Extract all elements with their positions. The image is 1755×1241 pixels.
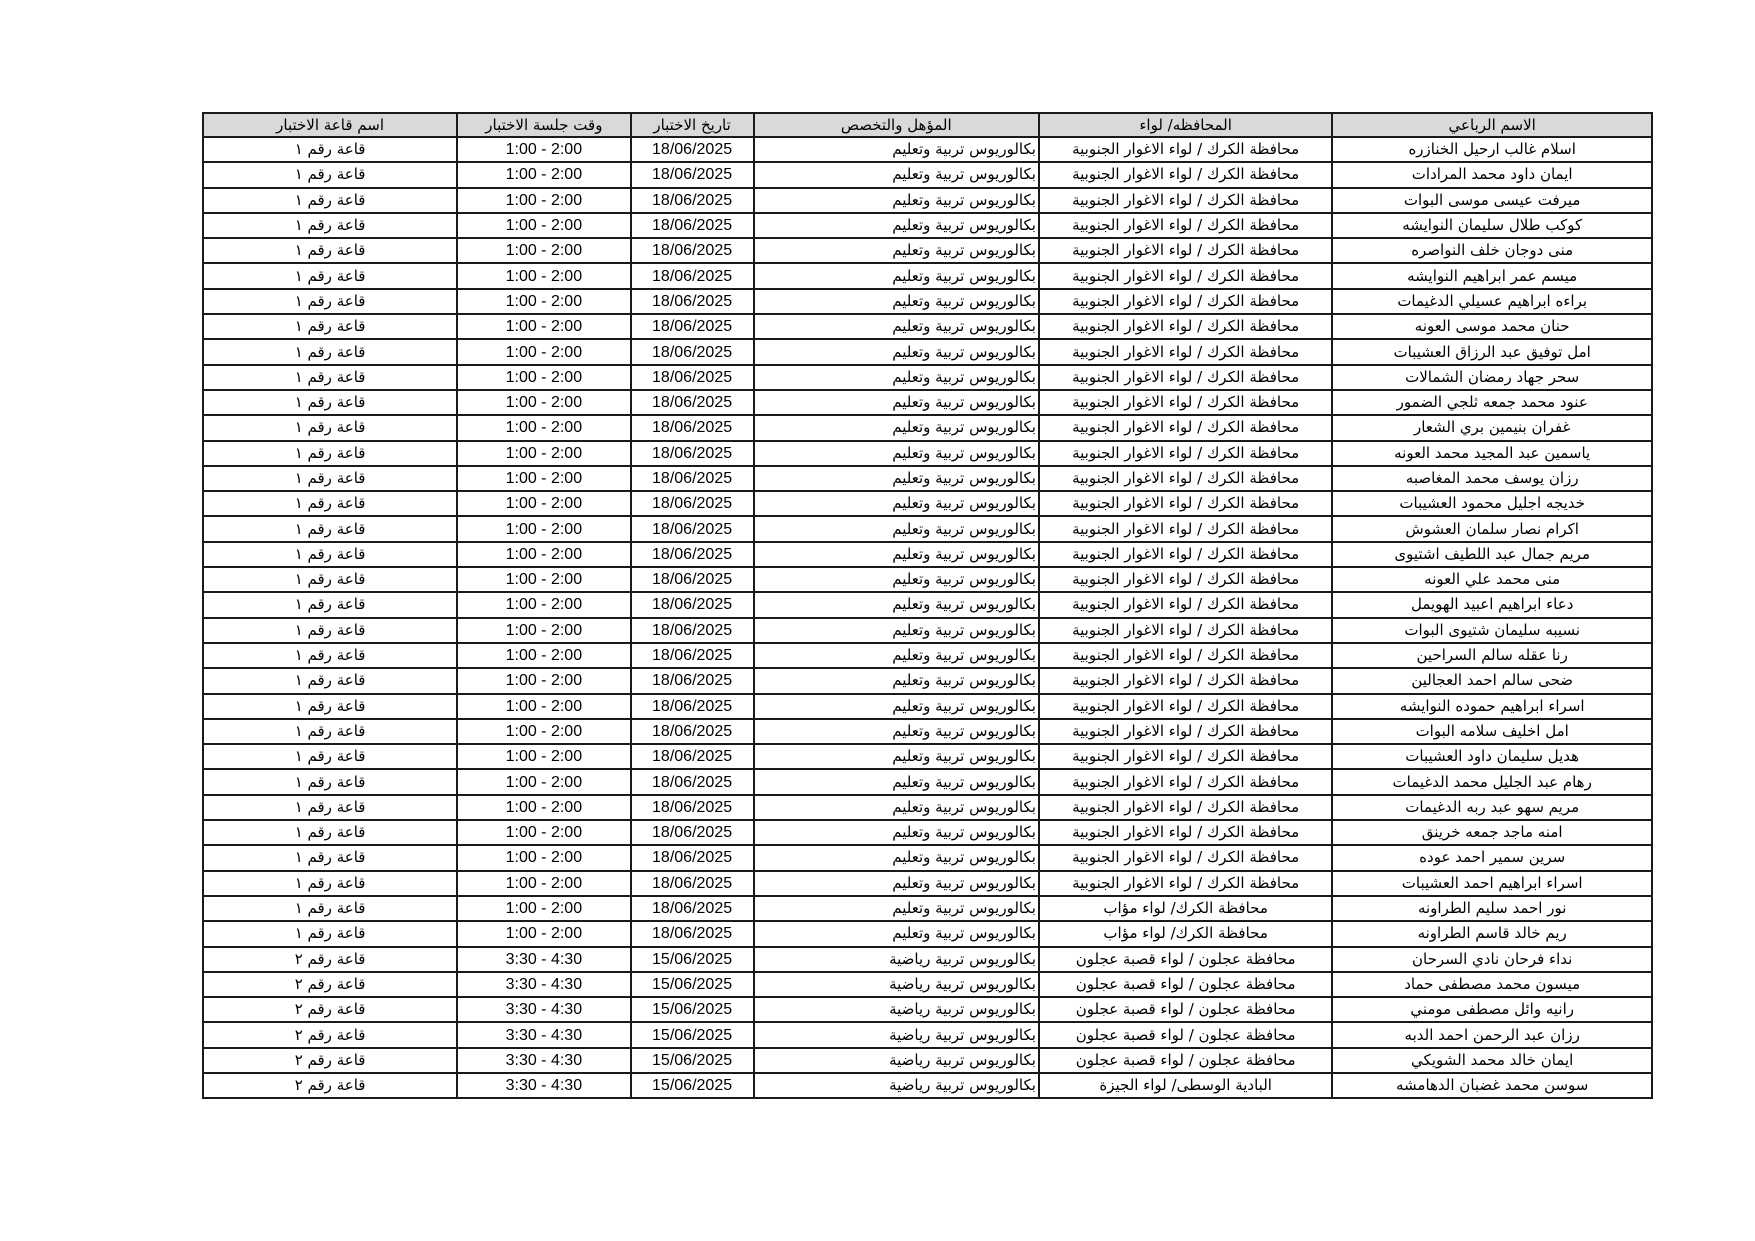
- header-row: [203, 113, 1652, 137]
- cell-room: قاعة رقم ١: [203, 162, 457, 187]
- cell-date: 15/06/2025: [631, 1022, 754, 1047]
- cell-time: 1:00 - 2:00: [457, 719, 630, 744]
- cell-time: 1:00 - 2:00: [457, 263, 630, 288]
- cell-qualification: بكالوريوس تربية وتعليم: [754, 238, 1039, 263]
- cell-time: 1:00 - 2:00: [457, 845, 630, 870]
- table-row: [203, 896, 1652, 921]
- cell-governorate: محافظة عجلون / لواء قصبة عجلون: [1039, 997, 1332, 1022]
- cell-name: نسيبه سليمان شتيوى البوات: [1332, 618, 1652, 643]
- table-row: [203, 592, 1652, 617]
- cell-name: منى محمد علي العونه: [1332, 567, 1652, 592]
- cell-time: 1:00 - 2:00: [457, 795, 630, 820]
- table-header: [203, 113, 1652, 137]
- cell-governorate: محافظة الكرك / لواء الاغوار الجنوبية: [1039, 567, 1332, 592]
- cell-time: 1:00 - 2:00: [457, 542, 630, 567]
- cell-governorate: محافظة الكرك / لواء الاغوار الجنوبية: [1039, 592, 1332, 617]
- cell-name: سرين سمير احمد عوده: [1332, 845, 1652, 870]
- cell-date: 18/06/2025: [631, 314, 754, 339]
- cell-name: مريم جمال عبد اللطيف اشتيوى: [1332, 542, 1652, 567]
- cell-name: ضحى سالم احمد العجالين: [1332, 668, 1652, 693]
- cell-governorate: محافظة الكرك / لواء الاغوار الجنوبية: [1039, 668, 1332, 693]
- cell-name: مريم سهو عبد ربه الدغيمات: [1332, 795, 1652, 820]
- cell-qualification: بكالوريوس تربية وتعليم: [754, 542, 1039, 567]
- cell-qualification: بكالوريوس تربية وتعليم: [754, 415, 1039, 440]
- cell-time: 1:00 - 2:00: [457, 466, 630, 491]
- cell-name: حنان محمد موسى العونه: [1332, 314, 1652, 339]
- cell-qualification: بكالوريوس تربية وتعليم: [754, 592, 1039, 617]
- cell-date: 18/06/2025: [631, 491, 754, 516]
- exam-schedule-sheet: [202, 112, 1653, 1099]
- cell-date: 18/06/2025: [631, 137, 754, 162]
- cell-governorate: البادية الوسطى/ لواء الجيزة: [1039, 1073, 1332, 1098]
- cell-qualification: بكالوريوس تربية وتعليم: [754, 896, 1039, 921]
- cell-qualification: بكالوريوس تربية رياضية: [754, 1022, 1039, 1047]
- cell-time: 3:30 - 4:30: [457, 1022, 630, 1047]
- table-row: [203, 542, 1652, 567]
- cell-qualification: بكالوريوس تربية وتعليم: [754, 390, 1039, 415]
- cell-governorate: محافظة الكرك / لواء الاغوار الجنوبية: [1039, 238, 1332, 263]
- header-governorate: المحافظه/ لواء: [1039, 113, 1332, 137]
- cell-qualification: بكالوريوس تربية وتعليم: [754, 314, 1039, 339]
- cell-governorate: محافظة الكرك / لواء الاغوار الجنوبية: [1039, 365, 1332, 390]
- header-room: اسم قاعة الاختبار: [203, 113, 457, 137]
- cell-room: قاعة رقم ١: [203, 441, 457, 466]
- cell-time: 3:30 - 4:30: [457, 947, 630, 972]
- cell-time: 1:00 - 2:00: [457, 415, 630, 440]
- cell-room: قاعة رقم ١: [203, 339, 457, 364]
- cell-room: قاعة رقم ١: [203, 238, 457, 263]
- cell-governorate: محافظة الكرك / لواء الاغوار الجنوبية: [1039, 441, 1332, 466]
- cell-governorate: محافظة الكرك / لواء الاغوار الجنوبية: [1039, 415, 1332, 440]
- cell-qualification: بكالوريوس تربية وتعليم: [754, 491, 1039, 516]
- cell-date: 18/06/2025: [631, 162, 754, 187]
- cell-governorate: محافظة عجلون / لواء قصبة عجلون: [1039, 1022, 1332, 1047]
- header-date: تاريخ الاختبار: [631, 113, 754, 137]
- table-row: [203, 516, 1652, 541]
- table-row: [203, 213, 1652, 238]
- header-qualification: المؤهل والتخصص: [754, 113, 1039, 137]
- cell-name: نور احمد سليم الطراونه: [1332, 896, 1652, 921]
- cell-time: 1:00 - 2:00: [457, 137, 630, 162]
- cell-time: 1:00 - 2:00: [457, 441, 630, 466]
- cell-name: امنه ماجد جمعه خرينق: [1332, 820, 1652, 845]
- table-row: [203, 441, 1652, 466]
- cell-name: نداء فرحان نادي السرحان: [1332, 947, 1652, 972]
- cell-name: غفران بنيمين بري الشعار: [1332, 415, 1652, 440]
- cell-time: 1:00 - 2:00: [457, 314, 630, 339]
- table-row: [203, 719, 1652, 744]
- cell-room: قاعة رقم ١: [203, 188, 457, 213]
- cell-qualification: بكالوريوس تربية وتعليم: [754, 263, 1039, 288]
- cell-date: 18/06/2025: [631, 213, 754, 238]
- cell-room: قاعة رقم ٢: [203, 947, 457, 972]
- cell-governorate: محافظة الكرك/ لواء مؤاب: [1039, 896, 1332, 921]
- cell-room: قاعة رقم ١: [203, 694, 457, 719]
- cell-name: سوسن محمد غضبان الدهامشه: [1332, 1073, 1652, 1098]
- cell-time: 3:30 - 4:30: [457, 1073, 630, 1098]
- cell-name: براءه ابراهيم عسيلي الدغيمات: [1332, 289, 1652, 314]
- cell-governorate: محافظة عجلون / لواء قصبة عجلون: [1039, 1048, 1332, 1073]
- cell-date: 15/06/2025: [631, 947, 754, 972]
- cell-qualification: بكالوريوس تربية وتعليم: [754, 769, 1039, 794]
- cell-room: قاعة رقم ١: [203, 365, 457, 390]
- table-row: [203, 643, 1652, 668]
- cell-time: 1:00 - 2:00: [457, 188, 630, 213]
- cell-governorate: محافظة عجلون / لواء قصبة عجلون: [1039, 972, 1332, 997]
- cell-name: امل توفيق عبد الرزاق العشيبات: [1332, 339, 1652, 364]
- cell-name: اسلام غالب ارحيل الخنازره: [1332, 137, 1652, 162]
- table-row: [203, 1022, 1652, 1047]
- cell-time: 1:00 - 2:00: [457, 896, 630, 921]
- cell-name: منى دوجان خلف النواصره: [1332, 238, 1652, 263]
- cell-governorate: محافظة الكرك / لواء الاغوار الجنوبية: [1039, 289, 1332, 314]
- table-row: [203, 947, 1652, 972]
- cell-date: 18/06/2025: [631, 263, 754, 288]
- cell-name: كوكب طلال سليمان النوايشه: [1332, 213, 1652, 238]
- cell-room: قاعة رقم ١: [203, 466, 457, 491]
- cell-qualification: بكالوريوس تربية رياضية: [754, 997, 1039, 1022]
- cell-date: 18/06/2025: [631, 719, 754, 744]
- cell-time: 3:30 - 4:30: [457, 997, 630, 1022]
- cell-room: قاعة رقم ١: [203, 668, 457, 693]
- cell-qualification: بكالوريوس تربية وتعليم: [754, 820, 1039, 845]
- cell-name: رزان يوسف محمد المغاصبه: [1332, 466, 1652, 491]
- cell-governorate: محافظة الكرك / لواء الاغوار الجنوبية: [1039, 618, 1332, 643]
- table-row: [203, 871, 1652, 896]
- cell-name: ميسم عمر ابراهيم النوايشه: [1332, 263, 1652, 288]
- cell-time: 1:00 - 2:00: [457, 339, 630, 364]
- cell-governorate: محافظة الكرك / لواء الاغوار الجنوبية: [1039, 769, 1332, 794]
- cell-name: ريم خالد قاسم الطراونه: [1332, 921, 1652, 946]
- table-row: [203, 137, 1652, 162]
- cell-time: 1:00 - 2:00: [457, 592, 630, 617]
- cell-room: قاعة رقم ١: [203, 921, 457, 946]
- cell-governorate: محافظة الكرك / لواء الاغوار الجنوبية: [1039, 795, 1332, 820]
- cell-name: عنود محمد جمعه ثلجي الضمور: [1332, 390, 1652, 415]
- cell-name: ايمان داود محمد المرادات: [1332, 162, 1652, 187]
- table-row: [203, 668, 1652, 693]
- table-row: [203, 845, 1652, 870]
- cell-date: 15/06/2025: [631, 997, 754, 1022]
- cell-time: 1:00 - 2:00: [457, 618, 630, 643]
- cell-date: 18/06/2025: [631, 238, 754, 263]
- cell-governorate: محافظة الكرك / لواء الاغوار الجنوبية: [1039, 491, 1332, 516]
- table-row: [203, 795, 1652, 820]
- cell-qualification: بكالوريوس تربية وتعليم: [754, 137, 1039, 162]
- exam-schedule-table: [202, 112, 1653, 1099]
- cell-qualification: بكالوريوس تربية وتعليم: [754, 289, 1039, 314]
- table-row: [203, 390, 1652, 415]
- cell-date: 15/06/2025: [631, 972, 754, 997]
- cell-date: 18/06/2025: [631, 365, 754, 390]
- cell-room: قاعة رقم ٢: [203, 1048, 457, 1073]
- cell-date: 18/06/2025: [631, 415, 754, 440]
- cell-qualification: بكالوريوس تربية رياضية: [754, 1048, 1039, 1073]
- cell-qualification: بكالوريوس تربية وتعليم: [754, 162, 1039, 187]
- table-row: [203, 314, 1652, 339]
- cell-name: اسراء ابراهيم حموده النوايشه: [1332, 694, 1652, 719]
- table-row: [203, 238, 1652, 263]
- cell-time: 1:00 - 2:00: [457, 213, 630, 238]
- cell-room: قاعة رقم ١: [203, 314, 457, 339]
- table-row: [203, 694, 1652, 719]
- cell-room: قاعة رقم ١: [203, 289, 457, 314]
- cell-room: قاعة رقم ١: [203, 415, 457, 440]
- cell-name: رهام عبد الجليل محمد الدغيمات: [1332, 769, 1652, 794]
- cell-time: 1:00 - 2:00: [457, 769, 630, 794]
- cell-date: 18/06/2025: [631, 516, 754, 541]
- cell-room: قاعة رقم ١: [203, 618, 457, 643]
- cell-name: رانيه وائل مصطفى مومني: [1332, 997, 1652, 1022]
- table-row: [203, 466, 1652, 491]
- cell-date: 18/06/2025: [631, 618, 754, 643]
- cell-qualification: بكالوريوس تربية وتعليم: [754, 365, 1039, 390]
- cell-governorate: محافظة الكرك / لواء الاغوار الجنوبية: [1039, 845, 1332, 870]
- cell-time: 1:00 - 2:00: [457, 820, 630, 845]
- cell-date: 18/06/2025: [631, 845, 754, 870]
- table-row: [203, 491, 1652, 516]
- table-row: [203, 162, 1652, 187]
- cell-room: قاعة رقم ٢: [203, 972, 457, 997]
- cell-date: 18/06/2025: [631, 339, 754, 364]
- table-row: [203, 289, 1652, 314]
- cell-qualification: بكالوريوس تربية وتعليم: [754, 213, 1039, 238]
- cell-governorate: محافظة الكرك / لواء الاغوار الجنوبية: [1039, 516, 1332, 541]
- cell-date: 18/06/2025: [631, 668, 754, 693]
- cell-room: قاعة رقم ١: [203, 643, 457, 668]
- cell-governorate: محافظة الكرك / لواء الاغوار الجنوبية: [1039, 339, 1332, 364]
- cell-date: 18/06/2025: [631, 390, 754, 415]
- cell-room: قاعة رقم ١: [203, 263, 457, 288]
- cell-time: 1:00 - 2:00: [457, 694, 630, 719]
- cell-room: قاعة رقم ١: [203, 820, 457, 845]
- cell-date: 18/06/2025: [631, 567, 754, 592]
- cell-time: 1:00 - 2:00: [457, 238, 630, 263]
- table-row: [203, 618, 1652, 643]
- cell-name: ايمان خالد محمد الشويكي: [1332, 1048, 1652, 1073]
- table-row: [203, 263, 1652, 288]
- cell-governorate: محافظة الكرك / لواء الاغوار الجنوبية: [1039, 694, 1332, 719]
- cell-time: 1:00 - 2:00: [457, 365, 630, 390]
- table-row: [203, 365, 1652, 390]
- cell-time: 1:00 - 2:00: [457, 567, 630, 592]
- cell-name: اسراء ابراهيم احمد العشيبات: [1332, 871, 1652, 896]
- cell-time: 1:00 - 2:00: [457, 162, 630, 187]
- cell-governorate: محافظة الكرك / لواء الاغوار الجنوبية: [1039, 314, 1332, 339]
- cell-date: 15/06/2025: [631, 1048, 754, 1073]
- cell-date: 18/06/2025: [631, 921, 754, 946]
- cell-date: 18/06/2025: [631, 795, 754, 820]
- cell-name: اكرام نصار سلمان العشوش: [1332, 516, 1652, 541]
- cell-qualification: بكالوريوس تربية وتعليم: [754, 668, 1039, 693]
- cell-qualification: بكالوريوس تربية وتعليم: [754, 466, 1039, 491]
- cell-date: 18/06/2025: [631, 896, 754, 921]
- cell-time: 1:00 - 2:00: [457, 491, 630, 516]
- cell-room: قاعة رقم ١: [203, 719, 457, 744]
- cell-qualification: بكالوريوس تربية وتعليم: [754, 921, 1039, 946]
- cell-time: 1:00 - 2:00: [457, 921, 630, 946]
- table-row: [203, 567, 1652, 592]
- cell-date: 18/06/2025: [631, 289, 754, 314]
- cell-time: 3:30 - 4:30: [457, 972, 630, 997]
- cell-date: 18/06/2025: [631, 744, 754, 769]
- cell-date: 18/06/2025: [631, 542, 754, 567]
- cell-room: قاعة رقم ١: [203, 871, 457, 896]
- cell-name: هديل سليمان داود العشيبات: [1332, 744, 1652, 769]
- cell-governorate: محافظة الكرك / لواء الاغوار الجنوبية: [1039, 137, 1332, 162]
- cell-governorate: محافظة الكرك / لواء الاغوار الجنوبية: [1039, 213, 1332, 238]
- cell-name: ياسمين عبد المجيد محمد العونه: [1332, 441, 1652, 466]
- cell-room: قاعة رقم ٢: [203, 997, 457, 1022]
- cell-date: 18/06/2025: [631, 694, 754, 719]
- table-row: [203, 415, 1652, 440]
- header-time: وقت جلسة الاختبار: [457, 113, 630, 137]
- cell-governorate: محافظة الكرك / لواء الاغوار الجنوبية: [1039, 820, 1332, 845]
- cell-room: قاعة رقم ١: [203, 567, 457, 592]
- cell-room: قاعة رقم ٢: [203, 1073, 457, 1098]
- cell-qualification: بكالوريوس تربية وتعليم: [754, 694, 1039, 719]
- cell-governorate: محافظة الكرك / لواء الاغوار الجنوبية: [1039, 263, 1332, 288]
- cell-room: قاعة رقم ١: [203, 769, 457, 794]
- cell-room: قاعة رقم ١: [203, 516, 457, 541]
- cell-room: قاعة رقم ٢: [203, 1022, 457, 1047]
- cell-time: 1:00 - 2:00: [457, 516, 630, 541]
- cell-date: 18/06/2025: [631, 769, 754, 794]
- cell-date: 18/06/2025: [631, 592, 754, 617]
- cell-name: رنا عقله سالم السراحين: [1332, 643, 1652, 668]
- cell-time: 1:00 - 2:00: [457, 289, 630, 314]
- cell-qualification: بكالوريوس تربية وتعليم: [754, 516, 1039, 541]
- cell-qualification: بكالوريوس تربية وتعليم: [754, 188, 1039, 213]
- cell-qualification: بكالوريوس تربية رياضية: [754, 972, 1039, 997]
- table-row: [203, 188, 1652, 213]
- cell-qualification: بكالوريوس تربية رياضية: [754, 947, 1039, 972]
- cell-room: قاعة رقم ١: [203, 213, 457, 238]
- cell-qualification: بكالوريوس تربية وتعليم: [754, 744, 1039, 769]
- cell-governorate: محافظة الكرك / لواء الاغوار الجنوبية: [1039, 162, 1332, 187]
- cell-governorate: محافظة الكرك / لواء الاغوار الجنوبية: [1039, 390, 1332, 415]
- table-row: [203, 997, 1652, 1022]
- cell-date: 18/06/2025: [631, 871, 754, 896]
- cell-name: ميسون محمد مصطفى حماد: [1332, 972, 1652, 997]
- table-row: [203, 339, 1652, 364]
- cell-governorate: محافظة الكرك / لواء الاغوار الجنوبية: [1039, 466, 1332, 491]
- cell-qualification: بكالوريوس تربية وتعليم: [754, 618, 1039, 643]
- table-body: [203, 137, 1652, 1098]
- cell-qualification: بكالوريوس تربية وتعليم: [754, 567, 1039, 592]
- cell-governorate: محافظة الكرك / لواء الاغوار الجنوبية: [1039, 719, 1332, 744]
- cell-name: ميرفت عيسى موسى البوات: [1332, 188, 1652, 213]
- cell-date: 18/06/2025: [631, 466, 754, 491]
- cell-qualification: بكالوريوس تربية وتعليم: [754, 643, 1039, 668]
- cell-room: قاعة رقم ١: [203, 390, 457, 415]
- table-row: [203, 820, 1652, 845]
- cell-name: سحر جهاد رمضان الشمالات: [1332, 365, 1652, 390]
- cell-room: قاعة رقم ١: [203, 795, 457, 820]
- table-row: [203, 1073, 1652, 1098]
- cell-qualification: بكالوريوس تربية وتعليم: [754, 719, 1039, 744]
- cell-room: قاعة رقم ١: [203, 137, 457, 162]
- header-name: الاسم الرباعي: [1332, 113, 1652, 137]
- cell-room: قاعة رقم ١: [203, 491, 457, 516]
- table-row: [203, 769, 1652, 794]
- cell-name: امل اخليف سلامه البوات: [1332, 719, 1652, 744]
- table-row: [203, 921, 1652, 946]
- cell-qualification: بكالوريوس تربية وتعليم: [754, 339, 1039, 364]
- cell-qualification: بكالوريوس تربية وتعليم: [754, 795, 1039, 820]
- cell-room: قاعة رقم ١: [203, 845, 457, 870]
- cell-time: 1:00 - 2:00: [457, 871, 630, 896]
- cell-governorate: محافظة الكرك/ لواء مؤاب: [1039, 921, 1332, 946]
- cell-time: 1:00 - 2:00: [457, 643, 630, 668]
- cell-room: قاعة رقم ١: [203, 744, 457, 769]
- cell-room: قاعة رقم ١: [203, 896, 457, 921]
- cell-qualification: بكالوريوس تربية رياضية: [754, 1073, 1039, 1098]
- cell-governorate: محافظة الكرك / لواء الاغوار الجنوبية: [1039, 188, 1332, 213]
- cell-name: دعاء ابراهيم اعبيد الهويمل: [1332, 592, 1652, 617]
- cell-governorate: محافظة الكرك / لواء الاغوار الجنوبية: [1039, 643, 1332, 668]
- cell-name: خديجه اجليل محمود العشيبات: [1332, 491, 1652, 516]
- cell-governorate: محافظة الكرك / لواء الاغوار الجنوبية: [1039, 542, 1332, 567]
- table-row: [203, 972, 1652, 997]
- cell-date: 15/06/2025: [631, 1073, 754, 1098]
- cell-date: 18/06/2025: [631, 643, 754, 668]
- cell-name: رزان عبد الرحمن احمد الدبه: [1332, 1022, 1652, 1047]
- cell-date: 18/06/2025: [631, 188, 754, 213]
- cell-room: قاعة رقم ١: [203, 592, 457, 617]
- cell-governorate: محافظة الكرك / لواء الاغوار الجنوبية: [1039, 744, 1332, 769]
- cell-qualification: بكالوريوس تربية وتعليم: [754, 441, 1039, 466]
- cell-time: 1:00 - 2:00: [457, 390, 630, 415]
- cell-time: 1:00 - 2:00: [457, 668, 630, 693]
- table-row: [203, 744, 1652, 769]
- cell-qualification: بكالوريوس تربية وتعليم: [754, 845, 1039, 870]
- cell-governorate: محافظة الكرك / لواء الاغوار الجنوبية: [1039, 871, 1332, 896]
- cell-time: 1:00 - 2:00: [457, 744, 630, 769]
- cell-date: 18/06/2025: [631, 820, 754, 845]
- cell-date: 18/06/2025: [631, 441, 754, 466]
- cell-qualification: بكالوريوس تربية وتعليم: [754, 871, 1039, 896]
- cell-room: قاعة رقم ١: [203, 542, 457, 567]
- table-row: [203, 1048, 1652, 1073]
- cell-time: 3:30 - 4:30: [457, 1048, 630, 1073]
- cell-governorate: محافظة عجلون / لواء قصبة عجلون: [1039, 947, 1332, 972]
